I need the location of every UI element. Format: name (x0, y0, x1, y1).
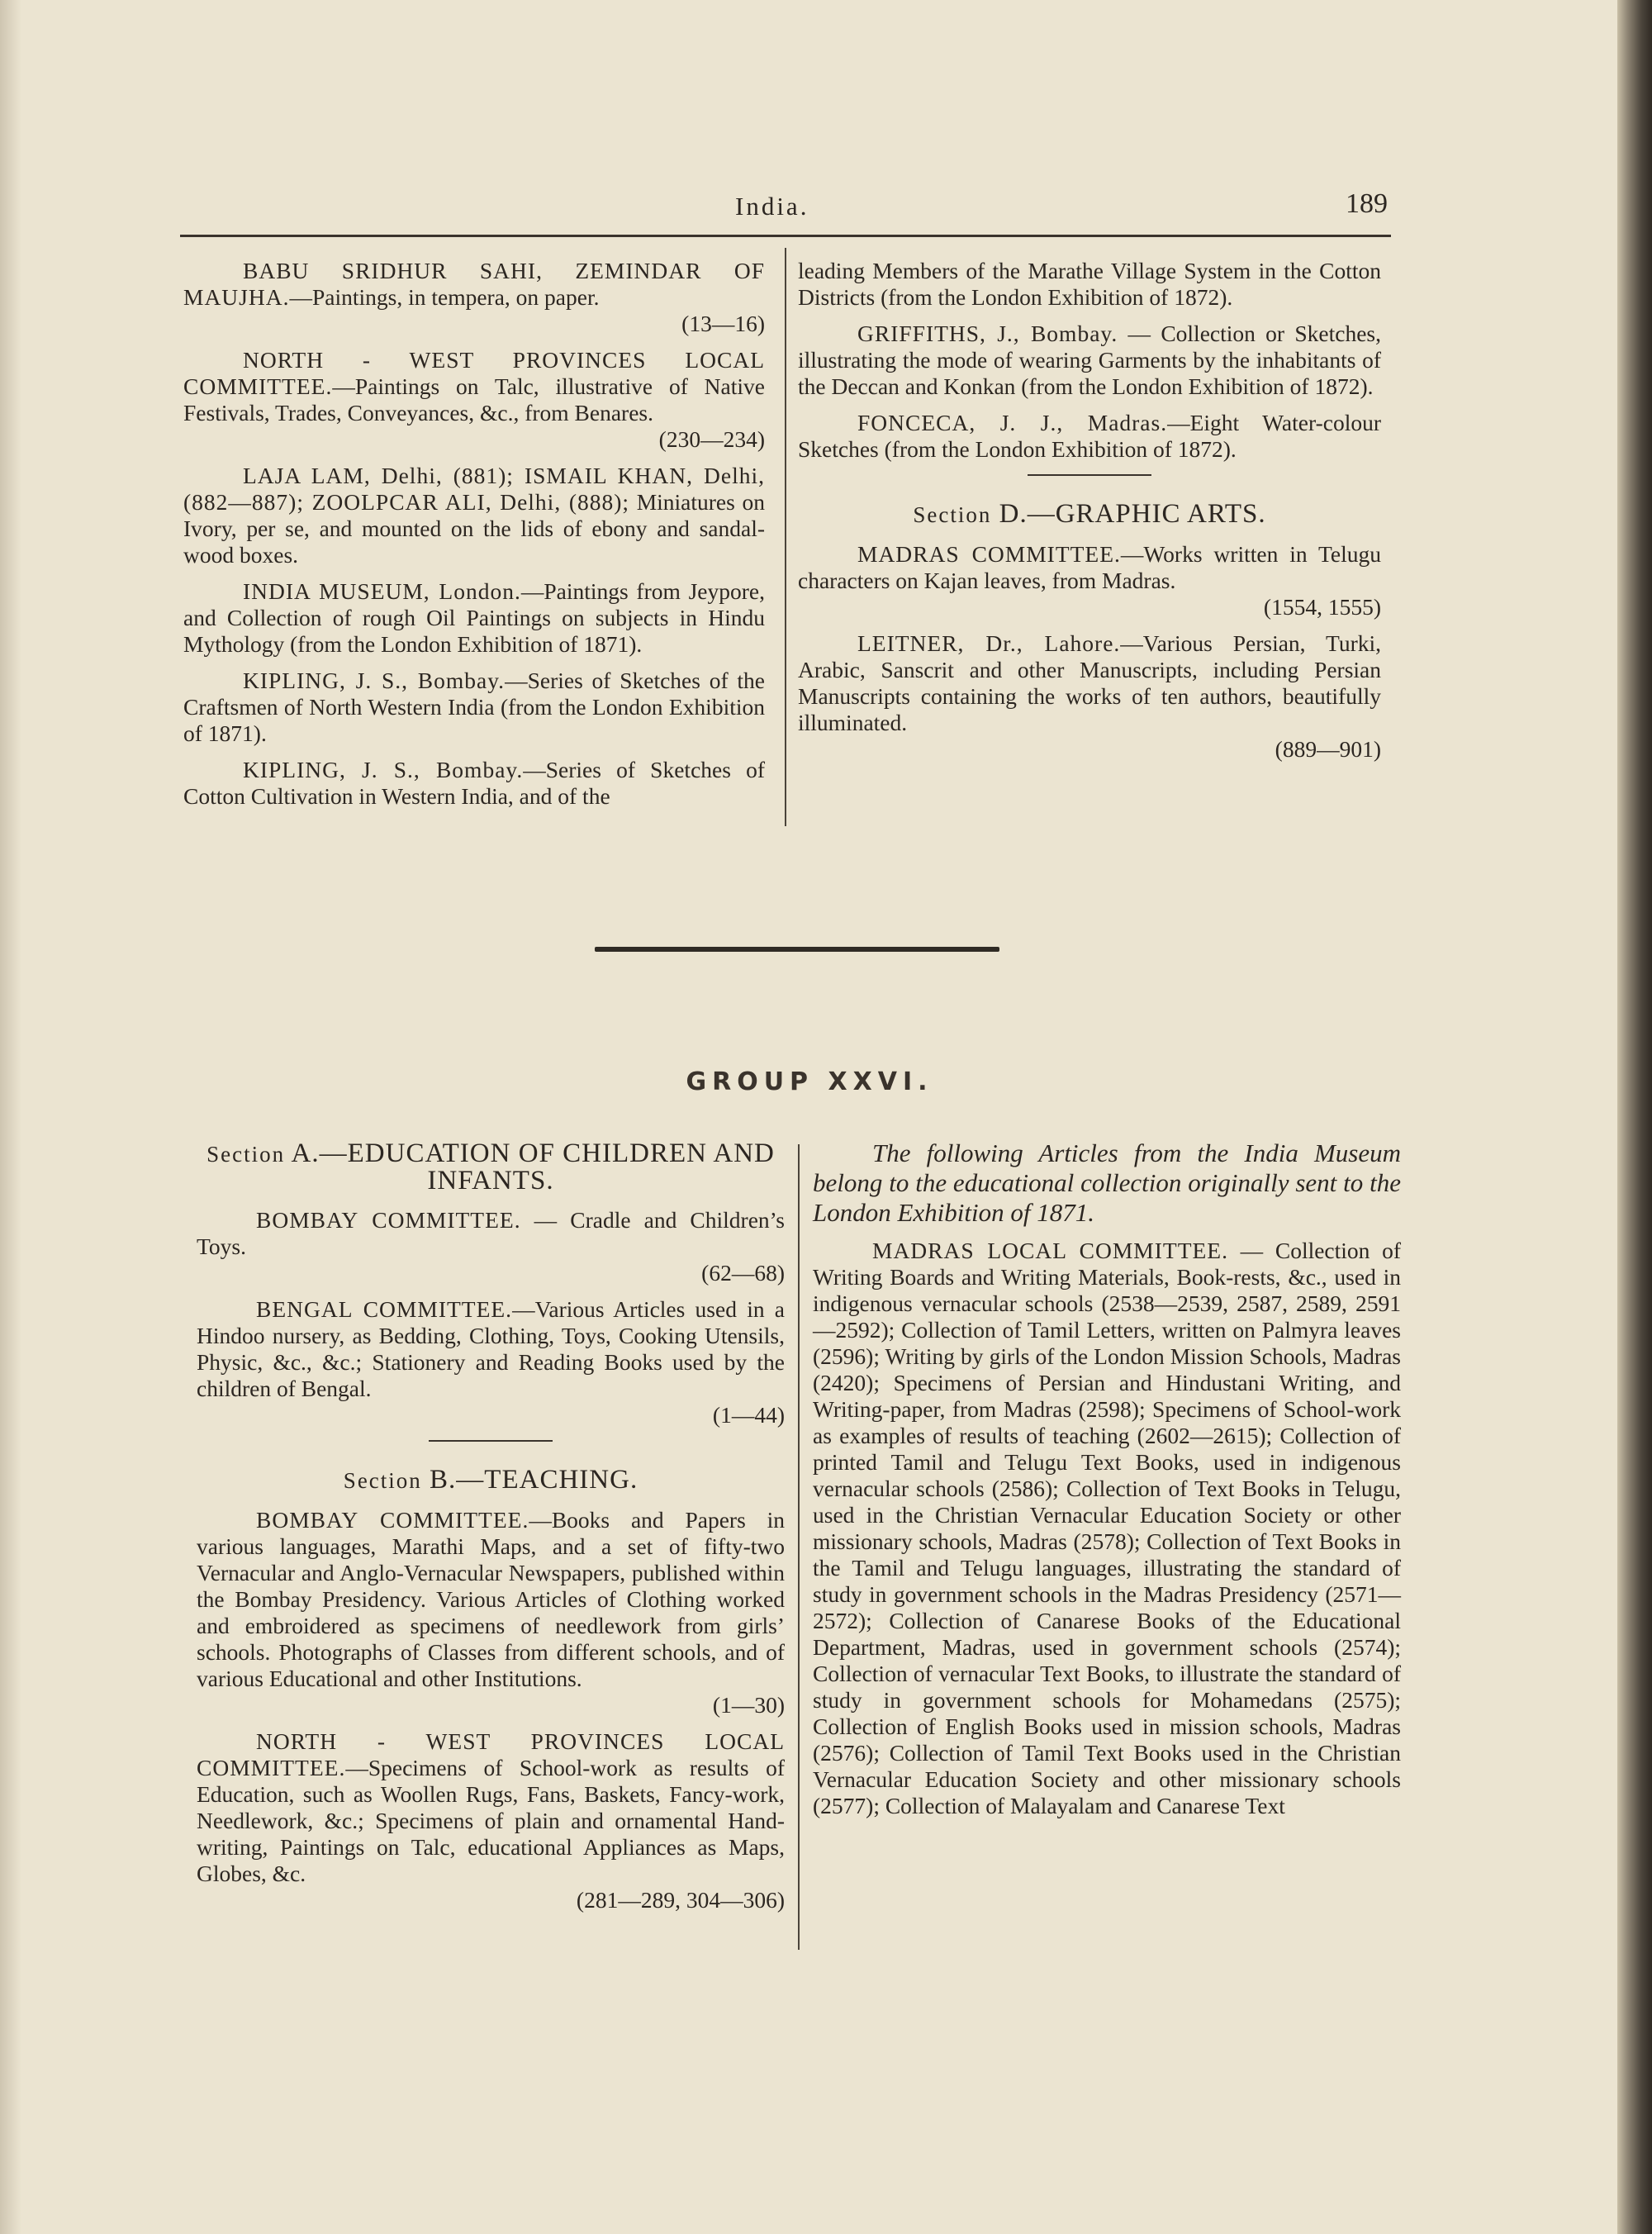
running-head (182, 188, 1388, 228)
entry-lead: NORTH - WEST PROVINCES LOCAL COMMITTEE. (197, 1728, 785, 1780)
entry (183, 668, 765, 747)
top-right-column (798, 258, 1381, 772)
section-prefix: Section (913, 502, 992, 527)
section-a-heading (197, 1140, 785, 1194)
entry-lead: LAJA LAM, Delhi, (881); ISMAIL KHAN, Delhi, (882—887); ZOOLPCAR ALI, Delhi, (888); (183, 463, 765, 515)
entry-lead: BABU SRIDHUR SAHI, ZEMINDAR OF MAUJHA. (183, 258, 765, 310)
thick-divider (595, 947, 999, 952)
entry-text: —Books and Papers in various languages, Marathi Maps, and a set of fifty-two Vernacular and Anglo-Vernacular Newspapers, published within the Bombay Presidency. Various Articles of Clothing worked and embroidered as specimens of needlework from girls’ schools. Photographs of Classes from different schools, and of various Educational and other Institutions. (197, 1507, 785, 1691)
entry (183, 757, 765, 810)
section-b-heading (197, 1466, 785, 1494)
entry-ref: (230—234) (658, 426, 765, 452)
entry (183, 258, 765, 337)
entry-text: Miniatures on Ivory, per se, and mounted on the lids of ebony and sandal-wood boxes. (183, 489, 765, 568)
entry-text: —Various Persian, Turki, Arabic, Sanscrit and other Manuscripts, including Persian Manuscripts containing the works of ten authors, beautifully illuminated. (798, 630, 1381, 735)
entry-text: —Paintings on Talc, illustrative of Native Festivals, Trades, Conveyances, &c., from Benares. (183, 373, 765, 425)
section-label: A.—EDUCATION OF CHILDREN AND INFANTS. (291, 1138, 775, 1195)
section-label: D.—GRAPHIC ARTS. (999, 499, 1266, 529)
entry-text: —Eight Water-colour Sketches (from the London Exhibition of 1872). (798, 410, 1381, 462)
bottom-left-column (197, 1140, 785, 1923)
entry-ref: (281—289, 304—306) (576, 1887, 785, 1913)
entry-ref: (1—30) (712, 1692, 785, 1718)
entry (798, 630, 1381, 763)
entry (183, 347, 765, 453)
entry-lead: GRIFFITHS, J., Bombay. (857, 321, 1118, 346)
entry-text: — Collection of Writing Boards and Writing Materials, Book-rests, &c., used in indigenous vernacular schools (2538—2539, 2587, 2589, 2591—2592); Collection of Tamil Letters, written on Palmyra leaves (2596); Writing by girls of the London Mission Schools, Madras (2420); Specimens of Persian and Hindustani Writing, and Writing-paper, from Madras (2598); Specimens of School-work as examples of results of teaching (2602—2615); Collection of printed Tamil and Telugu Text Books, used in indigenous vernacular schools (2586); Collection of Text Books in Telugu, used in the Christian Vernacular Education Society or other missionary schools, Madras (2578); Collection of Text Books in the Tamil and Telugu languages, illustrating the standard of study in government schools in the Madras Presidency (2571—2572); Collection of Canarese Books of the Educational Department, Madras, used in government schools (2574); Collection of vernacular Text Books, to illustrate the standard of study in government schools for Mohamedans (2575); Collection of English Books used in mission schools, Madras (2576); Collection of Tamil Text Books used in the Christian Vernacular Education Society and other missionary schools (2577); Collection of Malayalam and Canarese Text (813, 1238, 1401, 1818)
page-number: 189 (1346, 188, 1388, 219)
entry-lead: BENGAL COMMITTEE. (256, 1296, 513, 1322)
entry-lead: INDIA MUSEUM, London. (243, 578, 521, 604)
group-heading: GROUP XXVI. (686, 1067, 933, 1096)
short-divider (1028, 474, 1151, 476)
entry-lead: NORTH - WEST PROVINCES LOCAL COMMITTEE. (183, 347, 765, 399)
entry-text: —Works written in Telugu characters on Kajan leaves, from Madras. (798, 541, 1381, 593)
entry-lead: BOMBAY COMMITTEE. (256, 1207, 521, 1233)
entry-lead: MADRAS LOCAL COMMITTEE. (872, 1238, 1228, 1263)
gutter-shadow (0, 0, 21, 2234)
column-divider (798, 1144, 800, 1950)
entry-ref: (889—901) (1275, 736, 1381, 762)
entry (798, 410, 1381, 463)
entry (798, 541, 1381, 620)
entry (197, 1207, 785, 1286)
entry (183, 578, 765, 658)
entry (197, 1507, 785, 1718)
entry-lead: KIPLING, J. S., Bombay. (243, 668, 506, 693)
entry-text: —Various Articles used in a Hindoo nursery, as Bedding, Clothing, Toys, Cooking Utensils, Physic, &c., &c.; Stationery and Reading Books used by the children of Bengal. (197, 1296, 786, 1401)
entry (197, 1296, 785, 1428)
entry (813, 1238, 1401, 1819)
short-divider (429, 1440, 553, 1442)
header-rule (180, 235, 1391, 237)
entry-lead: BOMBAY COMMITTEE. (256, 1507, 529, 1533)
entry-ref: (1554, 1555) (1263, 594, 1381, 620)
section-prefix: Section (206, 1142, 286, 1167)
entry-lead: LEITNER, Dr., Lahore. (857, 630, 1121, 656)
entry-lead: KIPLING, J. S., Bombay. (243, 757, 524, 782)
section-d-heading (798, 501, 1381, 528)
entry-lead: FONCECA, J. J., Madras. (857, 410, 1168, 435)
book-edge (1617, 0, 1652, 2234)
entry-ref: (62—68) (701, 1260, 785, 1286)
entry-ref: (13—16) (681, 311, 765, 336)
section-label: B.—TEACHING. (430, 1465, 638, 1495)
entry-text: —Series of Sketches of the Craftsmen of North Western India (from the London Exhibition of 1871). (183, 668, 765, 746)
entry-ref: (1—44) (712, 1402, 785, 1428)
entry-text: —Series of Sketches of Cotton Cultivation in Western India, and of the (183, 757, 766, 809)
continuation-text: leading Members of the Marathe Village System in the Cotton Districts (from the London Exhibition of 1872). (798, 258, 1381, 310)
page-title: India. (735, 192, 809, 221)
bottom-right-column (813, 1138, 1401, 1829)
entry-text: —Paintings, in tempera, on paper. (289, 284, 600, 310)
entry-text: —Paintings from Jeypore, and Collection of rough Oil Paintings on subjects in Hindu Mythology (from the London Exhibition of 1871). (183, 578, 765, 657)
section-prefix: Section (343, 1468, 422, 1493)
entry (798, 321, 1381, 400)
italic-note: The following Articles from the India Museum belong to the educational collection originally sent to the London Exhibition of 1871. (813, 1138, 1401, 1227)
entry (183, 463, 765, 568)
column-divider (785, 248, 786, 826)
entry-text: — Cradle and Children’s Toys. (197, 1207, 785, 1259)
entry-text: — Collection or Sketches, illustrating the mode of wearing Garments by the inhabitants of the Deccan and Konkan (from the London Exhibition of 1872). (798, 321, 1381, 399)
entry-text: —Specimens of School-work as results of Education, such as Woollen Rugs, Fans, Baskets, Fancy-work, Needlework, &c.; Specimens of plain and ornamental Hand-writing, Paintings on Talc, educational Appliances as Maps, Globes, &c. (197, 1755, 785, 1886)
entry-lead: MADRAS COMMITTEE. (857, 541, 1121, 567)
entry (197, 1728, 785, 1913)
top-left-column (183, 258, 765, 820)
